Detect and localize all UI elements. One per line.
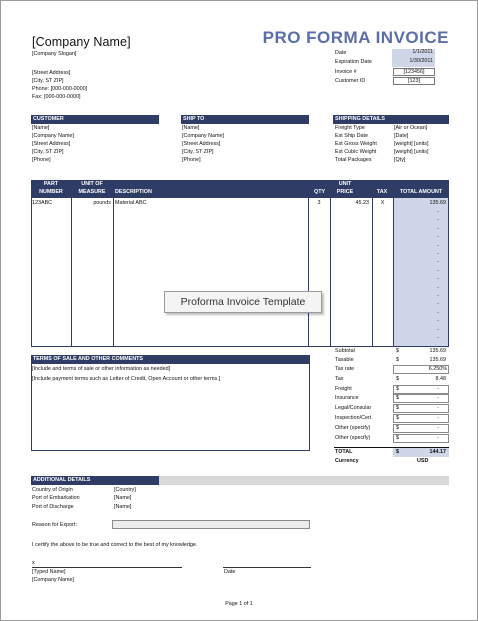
customer-header: CUSTOMER <box>31 115 159 124</box>
totals-currency: $ <box>396 357 399 363</box>
totals-label: Tax <box>335 376 344 382</box>
currency-label: Currency <box>335 458 359 464</box>
empty-total-cell: - <box>437 301 439 308</box>
col-divider <box>308 198 309 347</box>
meta-customer-label: Customer ID <box>335 78 366 84</box>
totals-label: Other (specify) <box>335 425 371 431</box>
company-phone: Phone: [000-000-0000] <box>32 86 88 92</box>
origin-value: [Country] <box>114 487 136 493</box>
reason-label: Reason for Export: <box>32 522 77 528</box>
item-total: 135.69 <box>429 200 446 206</box>
shipping-header: SHIPPING DETAILS <box>333 115 449 124</box>
meta-expiration-value[interactable]: 1/30/2011 <box>392 58 435 67</box>
item-price: 45.23 <box>355 200 369 206</box>
shipping-gross-value: [weight] [units] <box>394 141 429 147</box>
date-line <box>223 567 311 568</box>
empty-total-cell: - <box>437 217 439 224</box>
ship-to-phone: [Phone] <box>182 157 201 163</box>
col-divider <box>330 198 331 347</box>
totals-value: - <box>437 435 439 441</box>
customer-name: [Name] <box>32 125 50 131</box>
shipping-packages-value: [Qty] <box>394 157 406 163</box>
terms-line-2: [Include payment terms such as Letter of Credit, Open Account or other terms.] <box>32 376 221 382</box>
date-label: Date <box>224 569 236 575</box>
terms-line-1: [Include and terms of sale or other information as needed] <box>32 366 171 372</box>
totals-value: - <box>437 415 439 421</box>
page-footer: Page 1 of 1 <box>225 601 253 607</box>
col-description: DESCRIPTION <box>115 189 152 195</box>
col-price-bottom: PRICE <box>336 189 354 195</box>
signature-x: x <box>32 560 35 566</box>
empty-total-cell: - <box>437 251 439 257</box>
empty-total-cell: - <box>437 276 439 283</box>
meta-date-value[interactable]: 1/1/2011 <box>392 49 435 58</box>
customer-phone: [Phone] <box>32 157 51 163</box>
empty-total-cell: - <box>437 318 439 325</box>
empty-total-cell: - <box>437 209 439 215</box>
company-slogan: [Company Slogan] <box>32 51 77 57</box>
embarkation-value: [Name] <box>114 495 132 501</box>
totals-value: 6.250% <box>428 366 447 372</box>
company-city: [City, ST ZIP] <box>32 78 64 84</box>
empty-total-cell: - <box>437 234 439 241</box>
shipping-gross-label: Est Gross Weight <box>335 141 377 147</box>
totals-currency: $ <box>396 415 399 421</box>
totals-value: - <box>437 386 439 392</box>
totals-value: - <box>437 425 439 431</box>
totals-label: Legal/Consular <box>335 405 372 411</box>
totals-label: Subtotal <box>335 348 355 354</box>
totals-currency: $ <box>396 386 399 392</box>
shipping-cubic-label: Est Cubic Weight <box>335 149 377 155</box>
shipping-freight-label: Freight Type <box>335 125 365 131</box>
item-qty: 3 <box>317 200 321 206</box>
totals-label: Inspection/Cert. <box>335 415 373 421</box>
meta-date-label: Date <box>335 50 347 56</box>
item-part: 123ABC <box>32 200 53 206</box>
shipping-freight-value: [Air or Ocean] <box>394 125 428 131</box>
terms-header: TERMS OF SALE AND OTHER COMMENTS <box>31 355 310 364</box>
empty-total-cell: - <box>437 225 439 232</box>
col-tax: TAX <box>376 189 388 195</box>
ship-to-header: SHIP TO <box>181 115 309 124</box>
meta-invoice-value[interactable]: [123456] <box>393 68 435 76</box>
col-qty: QTY <box>314 189 326 195</box>
col-divider <box>113 198 114 347</box>
shipping-ship-date-label: Est Ship Date <box>335 133 368 139</box>
totals-currency: $ <box>396 395 399 401</box>
typed-name: [Typed Name] <box>32 569 66 575</box>
empty-total-cell: - <box>437 267 439 274</box>
ship-to-name: [Name] <box>182 125 200 131</box>
empty-total-cell: - <box>437 335 439 341</box>
totals-value: - <box>437 405 439 411</box>
col-part-bottom: NUMBER <box>39 189 63 195</box>
col-part-top: PART <box>43 181 59 187</box>
totals-label: Insurance <box>335 395 359 401</box>
ship-to-city: [City, ST ZIP] <box>182 149 214 155</box>
meta-customer-value[interactable]: [123] <box>393 77 435 85</box>
col-unit-bottom: MEASURE <box>78 189 106 195</box>
signer-company: [Company Name] <box>32 577 74 583</box>
items-table-body <box>31 198 449 347</box>
discharge-label: Port of Discharge <box>32 504 74 510</box>
item-description: Material ABC <box>115 200 147 206</box>
empty-total-cell: - <box>437 242 439 249</box>
col-price-top: UNIT <box>338 181 352 187</box>
empty-total-cell: - <box>437 326 439 333</box>
reason-input[interactable] <box>112 520 310 529</box>
embarkation-label: Port of Embarkation <box>32 495 80 501</box>
company-street: [Street Address] <box>32 70 71 76</box>
invoice-title: PRO FORMA INVOICE <box>262 28 449 47</box>
totals-label: Freight <box>335 386 352 392</box>
empty-total-cell: - <box>437 309 439 316</box>
empty-total-cell: - <box>437 259 439 266</box>
grand-total-label: TOTAL <box>335 449 353 455</box>
totals-currency: $ <box>396 405 399 411</box>
totals-currency: $ <box>396 376 399 382</box>
item-tax: X <box>380 200 385 206</box>
customer-city: [City, ST ZIP] <box>32 149 64 155</box>
certify-text: I certify the above to be true and correct to the best of my knowledge. <box>32 542 198 548</box>
additional-header: ADDITIONAL DETAILS <box>33 477 91 483</box>
shipping-packages-label: Total Packages <box>335 157 372 163</box>
ship-to-street: [Street Address] <box>182 141 221 147</box>
totals-value: 8.48 <box>435 376 446 382</box>
empty-total-cell: - <box>437 284 439 291</box>
ship-to-company: [Company Name] <box>182 133 224 139</box>
customer-company: [Company Name] <box>32 133 74 139</box>
signature-line <box>32 567 182 568</box>
template-tooltip: Proforma Invoice Template <box>164 291 322 313</box>
shipping-cubic-value: [weight] [units] <box>394 149 429 155</box>
totals-value: - <box>437 395 439 401</box>
company-fax: Fax: [000-000-0000] <box>32 94 81 100</box>
totals-currency: $ <box>396 348 399 354</box>
totals-label: Other (specify) <box>335 435 371 441</box>
grand-total-value: 144.17 <box>429 449 446 455</box>
totals-value: 135.69 <box>429 357 446 363</box>
item-unit: pounds <box>93 200 111 206</box>
discharge-value: [Name] <box>114 504 132 510</box>
currency-value: USD <box>417 458 429 464</box>
shipping-ship-date-value: [Date] <box>394 133 409 139</box>
totals-label: Tax rate <box>335 366 355 372</box>
company-name: [Company Name] <box>32 35 131 49</box>
col-divider <box>372 198 373 347</box>
totals-currency: $ <box>396 425 399 431</box>
grand-total-currency: $ <box>396 449 399 455</box>
totals-currency: $ <box>396 435 399 441</box>
origin-label: Country of Origin <box>32 487 73 493</box>
col-divider <box>71 198 72 347</box>
totals-value: 135.69 <box>429 348 446 354</box>
empty-total-cell: - <box>437 293 439 299</box>
col-total: TOTAL AMOUNT <box>399 189 443 195</box>
customer-street: [Street Address] <box>32 141 71 147</box>
meta-invoice-label: Invoice # <box>335 69 357 75</box>
col-unit-top: UNIT OF <box>81 181 103 187</box>
totals-label: Taxable <box>335 357 354 363</box>
meta-expiration-label: Expiration Date <box>335 59 372 65</box>
